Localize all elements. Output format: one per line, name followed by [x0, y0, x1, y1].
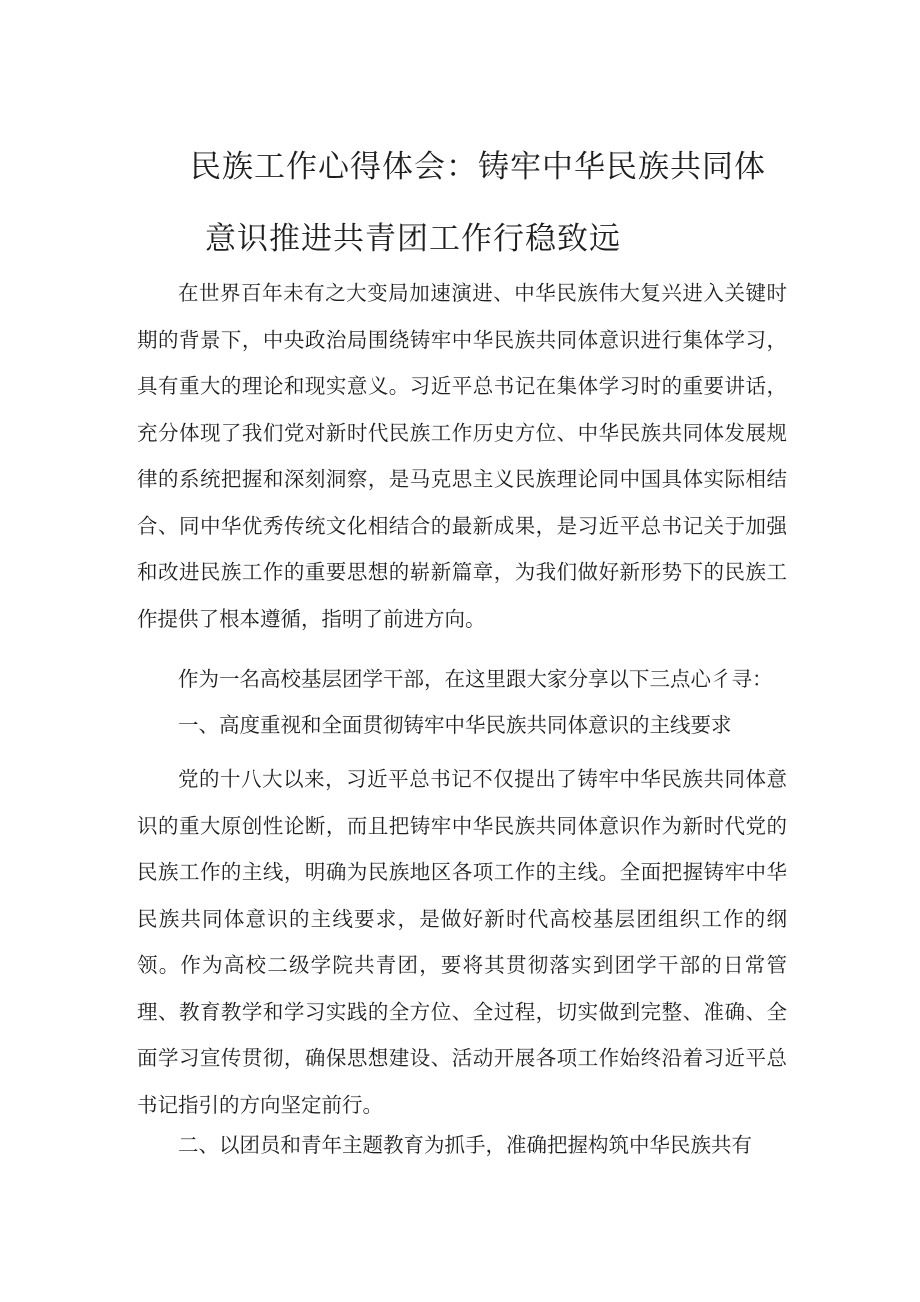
section-heading-2: 二、以团员和青年主题教育为抓手，准确把握构筑中华民族共有 [178, 1133, 752, 1157]
document-title-line-2: 意识推进共青团工作行稳致远 [205, 221, 621, 257]
section-heading-1: 一、高度重视和全面贯彻铸牢中华民族共同体意识的主线要求 [178, 713, 732, 737]
paragraph-section-1-block [137, 756, 787, 1128]
section-heading-1-block [137, 702, 787, 749]
paragraph-intro-block [137, 270, 787, 642]
paragraph-share-block [137, 656, 787, 703]
document-title-line-1: 民族工作心得体会：铸牢中华民族共同体 [190, 149, 766, 185]
section-heading-2-block [137, 1122, 787, 1169]
paragraph-section-1: 党的十八大以来，习近平总书记不仅提出了铸牢中华民族共同体意识的重大原创性论断，而且把铸牢中华民族共同体意识作为新时代党的民族工作的主线，明确为民族地区各项工作的主线。全面把握铸牢中华民族共同体意识的主线要求，是做好新时代高校基层团组织工作的纲领。作为高校二级学院共青团，要将其贯彻落实到团学干部的日常管理、教育教学和学习实践的全方位、全过程，切实做到完整、准确、全面学习宣传贯彻，确保思想建设、活动开展各项工作始终沿着习近平总书记指引的方向坚定前行。 [137, 767, 787, 1117]
paragraph-intro: 在世界百年未有之大变局加速演进、中华民族伟大复兴进入关键时期的背景下，中央政治局围绕铸牢中华民族共同体意识进行集体学习，具有重大的理论和现实意义。习近平总书记在集体学习时的重要讲话，充分体现了我们党对新时代民族工作历史方位、中华民族共同体发展规律的系统把握和深刻洞察，是马克思主义民族理论同中国具体实际相结合、同中华优秀传统文化相结合的最新成果，是习近平总书记关于加强和改进民族工作的重要思想的崭新篇章，为我们做好新形势下的民族工作提供了根本遵循，指明了前进方向。 [137, 281, 787, 631]
paragraph-share: 作为一名高校基层团学干部，在这里跟大家分享以下三点心彳寻： [178, 667, 773, 691]
